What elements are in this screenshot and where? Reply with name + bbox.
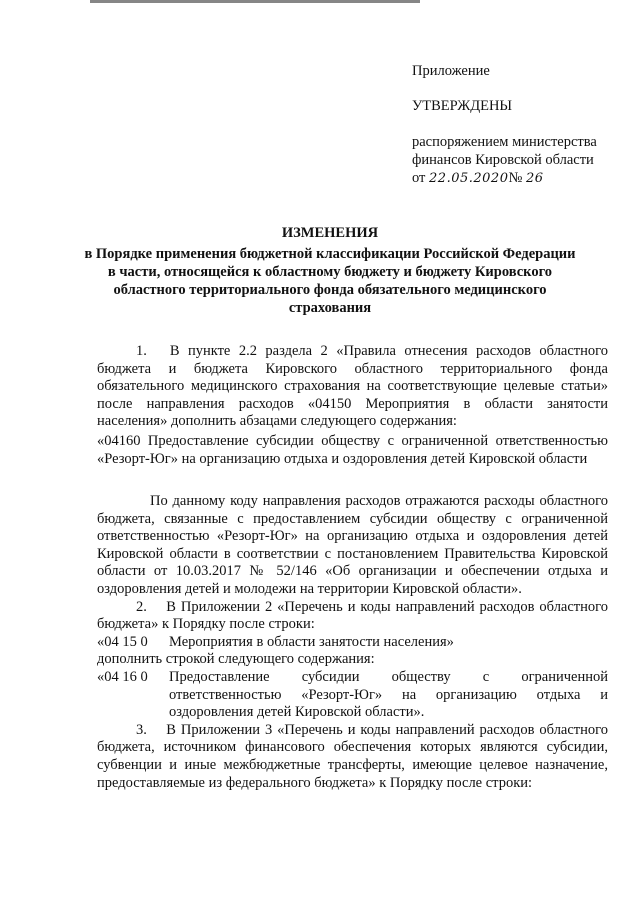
section-1b xyxy=(97,493,608,792)
order-line-2: финансов Кировской области xyxy=(412,152,594,168)
paragraph-3: 3. В Приложении 3 «Перечень и коды направлений расходов областного бюджета, источником финансового обеспечения которых являются субсидии, субвенции и иные межбюджетные трансферты, имеющие целевое назначение, предоставляемые из федерального бюджета» к Порядку после строки: xyxy=(97,721,608,791)
section-1 xyxy=(97,343,608,468)
heading-line-2: в части, относящейся к областному бюджету и бюджету Кировского xyxy=(107,264,553,280)
top-edge-mark xyxy=(90,0,420,3)
handwritten-date: 22.05.2020 xyxy=(429,171,509,186)
order-line-1: распоряжением министерства xyxy=(412,134,597,150)
paragraph-1b: По данному коду направления расходов отражаются расходы областного бюджета, связанные с предоставлением субсидии обществу с ограниченной ответственностью «Резорт-Юг» на организацию отдыха и оздоровления детей Кировской области в соответствии с постановлением Правительства Кировской области от 10.03.2017 № 52/146 «Об организации и обеспечении отдыха и оздоровления детей и молодежи на территории Кировской области». xyxy=(97,493,608,597)
heading-line-3: областного территориального фонда обязательного медицинского xyxy=(113,282,547,298)
approved-label: УТВЕРЖДЕНЫ xyxy=(412,98,513,114)
code-row-2 xyxy=(97,669,608,722)
paragraph-2: 2. В Приложении 2 «Перечень и коды направлений расходов областного бюджета» к Порядку после строки: xyxy=(97,598,608,633)
heading-line-4: страхования xyxy=(288,300,372,316)
add-line: дополнить строкой следующего содержания: xyxy=(97,651,375,668)
code-1-text: Мероприятия в области занятости населения» xyxy=(169,633,454,650)
code-row-1 xyxy=(97,634,608,652)
heading-line-1: в Порядке применения бюджетной классификации Российской Федерации xyxy=(84,246,576,262)
quote-entry: «04160 Предоставление субсидии обществу с ограниченной ответственностью «Резорт-Юг» на организацию отдыха и оздоровления детей Кировской области xyxy=(97,432,608,467)
paragraph-1: 1. В пункте 2.2 раздела 2 «Правила отнесения расходов областного бюджета и бюджета Кировского областного территориального фонда обязательного медицинского страхования на соответствующие целевые статьи» после направления расходов «04150 Мероприятия в области занятости населения» дополнить абзацами следующего содержания: xyxy=(97,343,608,430)
handwritten-number: 26 xyxy=(525,171,544,186)
date-prefix: от xyxy=(412,170,426,186)
code-2-text: Предоставление субсидии обществу с ограниченной ответственностью «Резорт-Юг» на организацию отдыха и оздоровления детей Кировской области». xyxy=(169,668,608,721)
document-title: ИЗМЕНЕНИЯ xyxy=(281,225,379,241)
code-1: «04 15 0 xyxy=(97,633,148,650)
code-2: «04 16 0 xyxy=(97,668,148,685)
appendix-label: Приложение xyxy=(412,63,490,79)
number-prefix: № xyxy=(508,170,523,186)
order-date-line xyxy=(412,169,632,188)
